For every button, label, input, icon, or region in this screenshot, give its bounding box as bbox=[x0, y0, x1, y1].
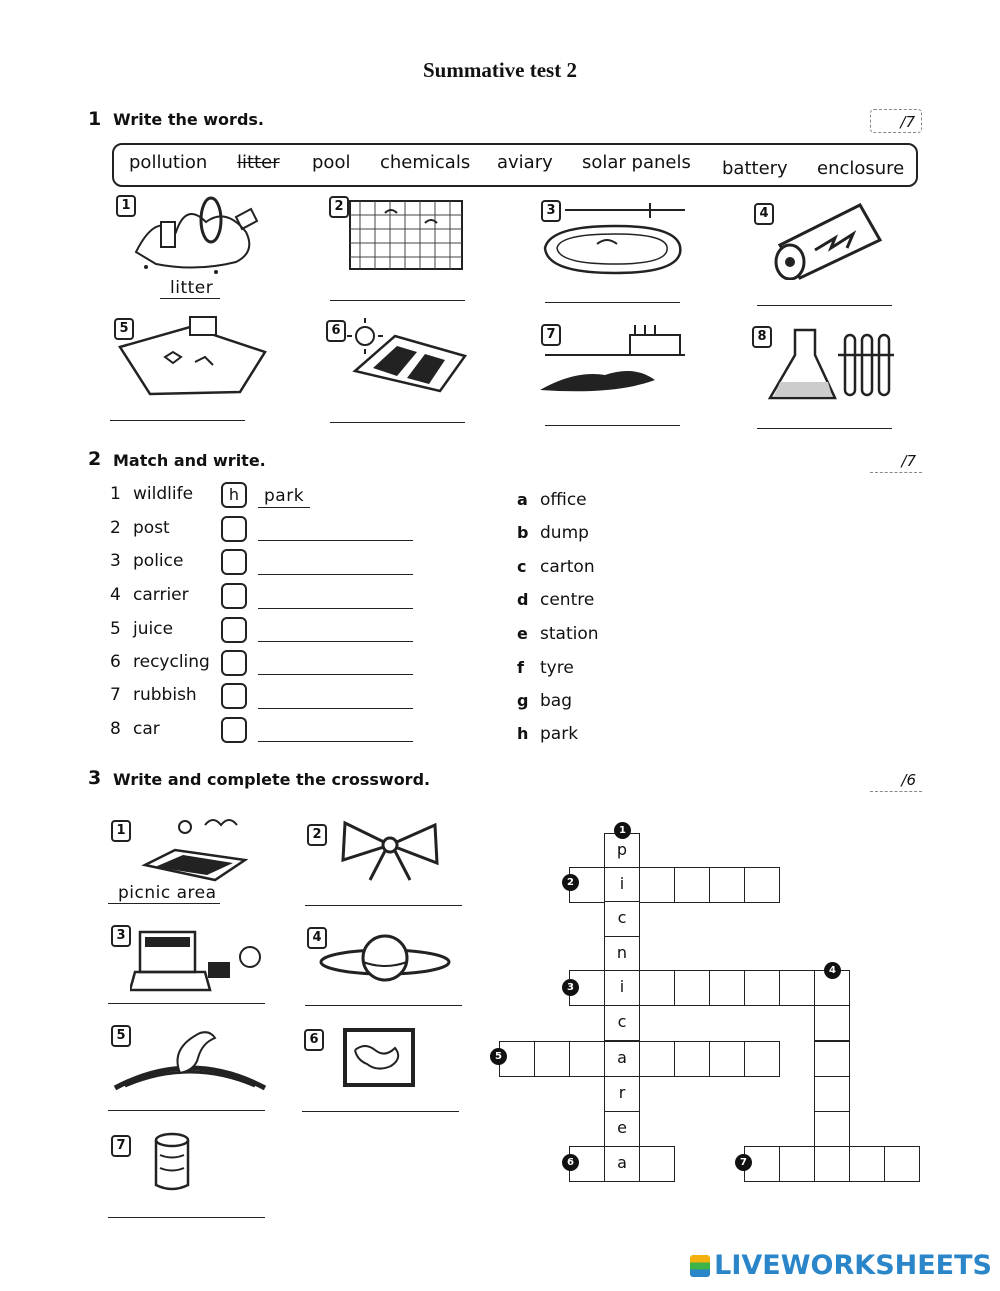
section-3-score: /6 bbox=[870, 768, 922, 792]
crossword-cell[interactable] bbox=[779, 970, 815, 1006]
section-2-score: /7 bbox=[870, 449, 922, 473]
word-bank-item: chemicals bbox=[380, 152, 471, 173]
picture-number: 1 bbox=[116, 195, 136, 217]
section-2-heading: Match and write. bbox=[113, 451, 266, 470]
match-letter-box[interactable]: h bbox=[221, 482, 247, 508]
option-word: tyre bbox=[540, 658, 574, 678]
option-letter: b bbox=[517, 523, 529, 542]
crossword-cell[interactable] bbox=[744, 1041, 780, 1077]
section-1-heading: Write the words. bbox=[113, 110, 264, 129]
crossword-cell[interactable] bbox=[674, 970, 710, 1006]
match-item-word: rubbish bbox=[133, 685, 197, 705]
crossword-cell[interactable] bbox=[674, 1041, 710, 1077]
crossword-cell[interactable] bbox=[814, 1005, 850, 1041]
crossword-cell[interactable]: e bbox=[604, 1111, 640, 1147]
crossword-cell[interactable]: c bbox=[604, 901, 640, 937]
picture-number: 4 bbox=[754, 203, 774, 225]
clue-number: 7 bbox=[735, 1154, 752, 1171]
crossword-cell[interactable] bbox=[639, 1146, 675, 1182]
picture-number: 3 bbox=[541, 200, 561, 222]
crossword-cell[interactable]: n bbox=[604, 936, 640, 972]
picture-number: 8 bbox=[752, 326, 772, 348]
option-word: bag bbox=[540, 691, 572, 711]
clue-number: 2 bbox=[562, 874, 579, 891]
brand-logo-icon bbox=[690, 1255, 710, 1277]
answer-text[interactable]: litter bbox=[170, 278, 214, 298]
option-word: centre bbox=[540, 590, 595, 610]
section-1-number: 1 bbox=[88, 108, 102, 130]
crossword-cell[interactable]: i bbox=[604, 867, 640, 903]
crossword-cell[interactable] bbox=[569, 1041, 605, 1077]
crossword-cell[interactable]: a bbox=[604, 1146, 640, 1182]
picture-number: 7 bbox=[111, 1135, 131, 1157]
option-letter: g bbox=[517, 691, 529, 710]
crossword-cell[interactable] bbox=[709, 1041, 745, 1077]
crossword-cell[interactable]: a bbox=[604, 1041, 640, 1077]
crossword-cell[interactable]: p bbox=[604, 833, 640, 869]
clue-number: 6 bbox=[562, 1154, 579, 1171]
option-word: office bbox=[540, 490, 587, 510]
section-3-heading: Write and complete the crossword. bbox=[113, 770, 431, 789]
crossword-cell[interactable] bbox=[814, 1041, 850, 1077]
crossword-cell[interactable] bbox=[884, 1146, 920, 1182]
match-item-number: 1 bbox=[110, 484, 121, 504]
section-3-number: 3 bbox=[88, 767, 102, 789]
picture-number: 7 bbox=[541, 324, 561, 346]
match-item-number: 3 bbox=[110, 551, 121, 571]
match-item-word: wildlife bbox=[133, 484, 194, 504]
crossword-cell[interactable]: c bbox=[604, 1005, 640, 1041]
picture-number: 2 bbox=[307, 824, 327, 846]
section-2-number: 2 bbox=[88, 448, 102, 470]
match-item-number: 2 bbox=[110, 518, 121, 538]
option-letter: h bbox=[517, 724, 529, 743]
picture-number: 5 bbox=[114, 318, 134, 340]
match-item-word: post bbox=[133, 518, 170, 538]
option-letter: d bbox=[517, 590, 529, 609]
option-letter: c bbox=[517, 557, 527, 576]
crossword-cell[interactable] bbox=[814, 1076, 850, 1112]
match-item-word: carrier bbox=[133, 585, 189, 605]
crossword-cell[interactable] bbox=[814, 1111, 850, 1147]
crossword-cell[interactable] bbox=[849, 1146, 885, 1182]
match-item-word: juice bbox=[133, 619, 174, 639]
option-word: park bbox=[540, 724, 579, 744]
crossword-cell[interactable] bbox=[674, 867, 710, 903]
word-bank-item: litter bbox=[237, 152, 280, 173]
match-item-word: car bbox=[133, 719, 160, 739]
match-item-word: police bbox=[133, 551, 184, 571]
picture-number: 6 bbox=[326, 320, 346, 342]
word-bank-item: aviary bbox=[497, 152, 553, 173]
crossword-cell[interactable]: r bbox=[604, 1076, 640, 1112]
option-letter: e bbox=[517, 624, 528, 643]
word-bank-item: pool bbox=[312, 152, 351, 173]
option-word: dump bbox=[540, 523, 589, 543]
word-bank-item: solar panels bbox=[582, 152, 691, 173]
clue-number: 3 bbox=[562, 979, 579, 996]
option-word: station bbox=[540, 624, 599, 644]
clue-number: 5 bbox=[490, 1048, 507, 1065]
brand-logo-text: LIVEWORKSHEETS bbox=[714, 1250, 992, 1281]
picture-number: 4 bbox=[307, 927, 327, 949]
crossword-cell[interactable] bbox=[639, 970, 675, 1006]
crossword-cell[interactable] bbox=[744, 867, 780, 903]
match-item-number: 7 bbox=[110, 685, 121, 705]
picture-number: 1 bbox=[111, 820, 131, 842]
brand-logo bbox=[690, 1250, 992, 1281]
word-bank-item: pollution bbox=[129, 152, 208, 173]
match-item-word: recycling bbox=[133, 652, 210, 672]
picture-number: 6 bbox=[304, 1029, 324, 1051]
option-letter: f bbox=[517, 658, 524, 677]
word-bank-item: enclosure bbox=[817, 158, 905, 179]
match-item-number: 5 bbox=[110, 619, 121, 639]
crossword-cell[interactable] bbox=[534, 1041, 570, 1077]
clue-number: 4 bbox=[824, 962, 841, 979]
answer-text[interactable]: picnic area bbox=[118, 883, 217, 903]
crossword-cell[interactable] bbox=[744, 970, 780, 1006]
crossword-cell[interactable] bbox=[639, 867, 675, 903]
clue-number: 1 bbox=[614, 822, 631, 839]
crossword-cell[interactable] bbox=[709, 970, 745, 1006]
picture-number: 3 bbox=[111, 925, 131, 947]
crossword-cell[interactable] bbox=[814, 1146, 850, 1182]
crossword-cell[interactable] bbox=[779, 1146, 815, 1182]
crossword-cell[interactable] bbox=[709, 867, 745, 903]
picture-number: 5 bbox=[111, 1025, 131, 1047]
option-word: carton bbox=[540, 557, 595, 577]
match-item-number: 4 bbox=[110, 585, 121, 605]
picture-number: 2 bbox=[329, 196, 349, 218]
crossword-cell[interactable]: i bbox=[604, 970, 640, 1006]
word-bank-item: battery bbox=[722, 158, 788, 179]
match-item-number: 6 bbox=[110, 652, 121, 672]
match-item-number: 8 bbox=[110, 719, 121, 739]
match-answer[interactable]: park bbox=[264, 486, 305, 506]
crossword-cell[interactable] bbox=[639, 1041, 675, 1077]
option-letter: a bbox=[517, 490, 528, 509]
page-title: Summative test 2 bbox=[423, 58, 577, 82]
section-1-score: /7 bbox=[870, 109, 922, 133]
